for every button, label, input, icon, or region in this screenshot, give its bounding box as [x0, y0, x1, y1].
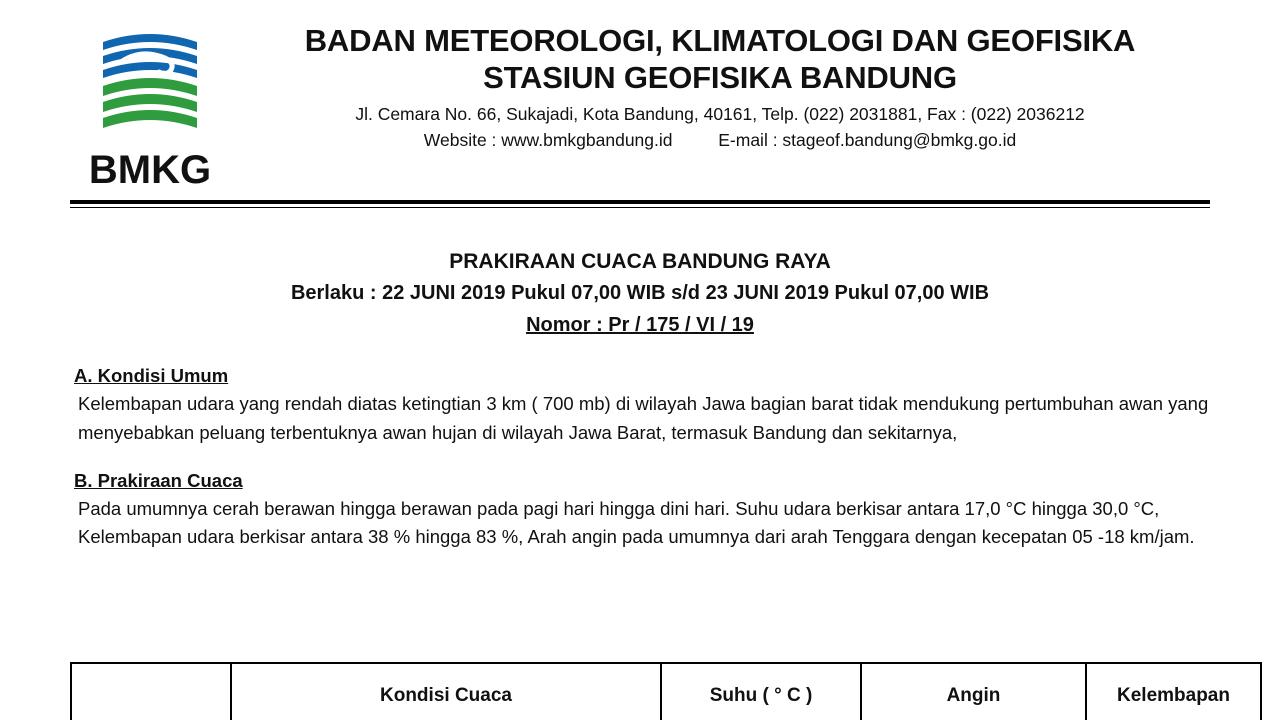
station-name: STASIUN GEOFISIKA BANDUNG: [483, 59, 957, 95]
bmkg-logo-text: BMKG: [88, 148, 212, 192]
forecast-table: [70, 662, 1262, 720]
contact-line: [230, 129, 1210, 153]
header-divider-thin: [70, 207, 1210, 208]
bmkg-logo-icon: [91, 28, 209, 148]
document-number: [70, 312, 1210, 339]
section-heading-b: B. Prakiraan Cuaca: [74, 469, 243, 491]
table-header-kondisi-cuaca: Kondisi Cuaca: [231, 663, 661, 720]
header-divider-thick: [70, 200, 1210, 204]
organization-name: BADAN METEOROLOGI, KLIMATOLOGI DAN GEOFISIKA: [304, 23, 1136, 58]
document-number-text: Nomor : Pr / 175 / VI / 19: [526, 314, 754, 337]
table-header-kelembapan: Kelembapan: [1086, 663, 1261, 720]
section-heading-a: A. Kondisi Umum: [74, 365, 229, 387]
page-title: PRAKIRAAN CUACA BANDUNG RAYA: [449, 250, 831, 273]
section-body-b: Pada umumnya cerah berawan hingga berawan pada pagi hari hingga dini hari. Suhu udara berkisar antara 17,0 °C hingga 30,0 °C, Kelembapan udara berkisar antara 38 % hingga 83 %, Arah angin pada umumnya dari arah Tenggara dengan kecepatan 05 -18 km/jam.: [78, 497, 1195, 548]
table-header-suhu: Suhu ( ° C ): [661, 663, 861, 720]
table-header-row: [71, 663, 1261, 720]
letterhead-text: [230, 18, 1210, 153]
table-header-wilayah: [71, 663, 231, 720]
section-body-a: Kelembapan udara yang rendah diatas ketingtian 3 km ( 700 mb) di wilayah Jawa bagian barat tidak mendukung pertumbuhan awan yang menyebabkan peluang terbentuknya awan hujan di wilayah Jawa Barat, termasuk Bandung dan sekitarnya,: [78, 393, 1209, 444]
bmkg-logo: [70, 18, 230, 190]
validity-period: Berlaku : 22 JUNI 2019 Pukul 07,00 WIB s/d 23 JUNI 2019 Pukul 07,00 WIB: [290, 282, 990, 305]
letterhead: [70, 10, 1210, 190]
email-text: E-mail : stageof.bandung@bmkg.go.id: [718, 130, 1017, 151]
table-header-angin: Angin: [861, 663, 1086, 720]
website-text: Website : www.bmkgbandung.id: [423, 130, 673, 151]
section-kondisi-umum: [70, 365, 1210, 447]
address-line: Jl. Cemara No. 66, Sukajadi, Kota Bandung, 40161, Telp. (022) 2031881, Fax : (022) 2036212: [355, 104, 1085, 125]
title-block: [70, 248, 1210, 339]
section-prakiraan-cuaca: [70, 470, 1210, 552]
